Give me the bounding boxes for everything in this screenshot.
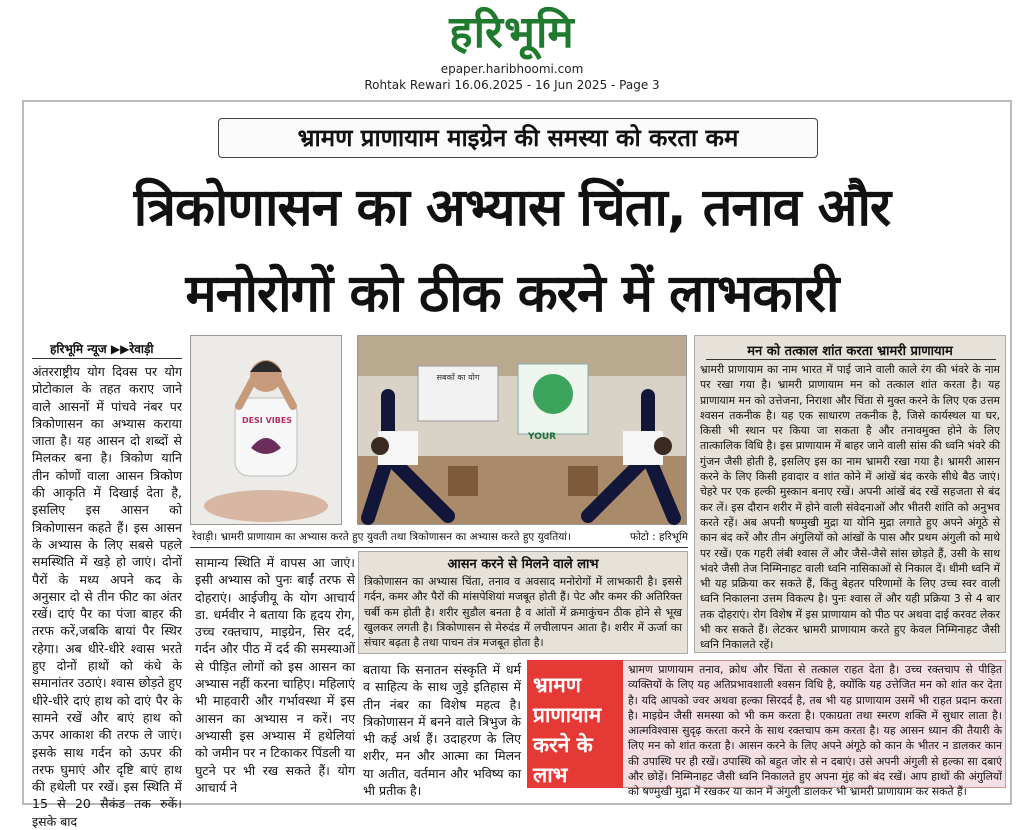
- masthead-logo: हरिभूमि: [449, 7, 575, 58]
- bhramari-text: भ्रामरी प्राणायाम का नाम भारत में पाई जाने वाली काले रंग की भंवरे के नाम पर रखा गया है। भ्रामरी प्राणायाम मन को तत्काल शांत करता है। यह प्राणायाम मन को उत्तेजना, निराशा और चिंता से मुक्त करने के लिए एक उत्तम श्वसन तकनीक है। यह एक साधारण तकनीक है, जिसे कार्यस्थल या घर, किसी भी स्थान पर किया जा सकता है और तनावमुक्त होने के लिए तात्कालिक विधि है। इस प्राणायाम में बाहर जाने वाली सांस की ध्वनि भंवरे की गुंजन जैसी होती है, इसलिए इस का नाम भ्रामरी रखा गया है। भ्रामरी आसन करने के लिए किसी हवादार व शांत कोने में आंखें बंद करके सीधे बैठ जाएं। चेहरे पर एक हल्की मुस्कान बनाए रखें। अपनी आंखें बंद रखें सहजता से बंद कर लें। इस दौरान शरीर में होने वाली संवेदनाओं और भीतरी शांति को अनुभव करते रहें। अब अपनी षण्मुखी मुद्रा या योनि मुद्रा लगाते हुए अपने अंगूठे से कान बंद करें और तीन अंगुलियों को आंखों के पास और प्रथम अंगुली को माथे पर रखें। एक गहरी लंबी श्वास लें और जैसे-जैसे सांस छोड़ते हैं, उसी के साथ भंवरे जैसी तेज निम्मिनाहट वाली ध्वनि नासिकाओं से निकाल दें। धीमी ध्वनि में भी यह प्रक्रिया कर सकते हैं, किंतु बेहतर परिणामों के लिए उच्च स्वर वाली ध्वनि निकालना उत्तम विकल्प है। पुनः श्वास लें और यही प्रक्रिया 3 से 4 बार तक दोहराएं। रोग विशेष में इस प्राणायाम को पीठ पर अथवा दाई करवट लेकर भी कर सकते हैं। लेटकर भ्रामरी प्राणायाम करते हुए केवल निम्मिनाहट जैसी ध्वनि निकालते रहें।: [700, 363, 1000, 652]
- photo-trikonasana-illustration: [358, 336, 686, 524]
- photo-caption: रेवाड़ी। भ्रामरी प्राणायाम का अभ्यास करते हुए युवती तथा त्रिकोणासन का अभ्यास करते हुए युवतियां।: [192, 531, 571, 543]
- banner-text: सबकों का योग: [436, 373, 480, 382]
- article-column-1: अंतरराष्ट्रीय योग दिवस पर योग प्रोटोकाल के तहत कराए जाने वाले आसनों में पांचवे नंबर पर त्रिकोणासन का अभ्यास कराया जाता है। यह आसन दो शब्दों से मिलकर बना है। त्रिकोण यानि तीन कोणों वाला आसन त्रिकोण की आकृति में दिखाई देता है, इसलिए इस आसन को त्रिकोणासन कहते हैं। इस आसन के अभ्यास के लिए सबसे पहले समस्थिति में खड़े हो जाएं। दोनों पैरों के मध्य अपने कद के अनुसार दो से तीन फीट का अंतर रखें। दाएं पैर का पंजा बाहर की तरफ करें,जबकि बायां पैर स्थिर रहेगा। अब धीरे-धीरे श्वास भरते हुए दोनों हाथों को कंधे के समानांतर उठाएं। श्वास छोड़ते हुए धीरे-धीरे दाएं हाथ को दाएं पैर के सामने रखें और बाएं हाथ को ऊपर आकाश की तरफ ले जाएं। इसके साथ गर्दन को ऊपर की तरफ घुमाएं और दृष्टि बाएं हाथ की हथेली पर रखें। इस स्थिति में 15 से 20 सैकंड तक रुकें। इसके बाद: [32, 364, 182, 829]
- sign-text: YOUR: [528, 432, 557, 442]
- headline-line-1: त्रिकोणासन का अभ्यास चिंता, तनाव और: [133, 178, 891, 238]
- photo-bhramari: [190, 335, 342, 525]
- bhraman-text: भ्रामण प्राणायाम तनाव, क्रोध और चिंता से तत्काल राहत देता है। उच्च रक्तचाप से पीड़ित व्यक्तियों के लिए यह अतिप्रभावशाली श्वसन विधि है, क्योंकि यह उत्तेजित मन को शांत कर देता है। यदि आपको ज्वर अथवा हल्का सिरदर्द है, तब भी यह प्राणायाम उसमें भी राहत प्रदान करता है। माइग्रेन जैसी समस्या को भी कम करता है। एकाग्रता तथा स्मरण शक्ति में सुधार लाता है। आत्मविश्वास सुदृढ़ करता करने के साथ रक्तचाप कम करता है। यह आसन ध्यान की तैयारी के लिए मन को शांत करता है। आसन करने के लिए अपने अंगूठे को कान के भीतर न डालकर कान की उपास्थि पर ही रखें। उपास्थि को बहुत जोर से न दबाएं। उसे अपनी अंगुली से हल्का सा दबाएं और छोड़ें। निम्मिनाहट जैसी ध्वनि निकालते हुए अपना मुंह को बंद रखें। आप हाथों की अंगुलियों को षण्मुखी मुद्रा में रखकर या कान में अंगुली डालकर भी भ्रामरी प्राणायाम कर सकते हैं।: [628, 663, 1002, 799]
- edition-info: Rohtak Rewari 16.06.2025 - 16 Jun 2025 - Page 3: [364, 78, 660, 92]
- bhramari-title: मन को तत्काल शांत करता भ्रामरी प्राणायाम: [747, 344, 953, 359]
- photo-trikonasana: [357, 335, 687, 525]
- bhramari-title-rule: [706, 359, 996, 360]
- byline-rule: [32, 358, 182, 359]
- article-column-3: बताया कि सनातन संस्कृति में धर्म व साहित्य के साथ जुड़े इतिहास में तीन नंबर का विशेष महत्व है। त्रिकोणासन में बनने वाले त्रिभुज के भी कई अर्थ हैं। उदाहरण के लिए शरीर, मन और आत्मा का मिलन या अतीत, वर्तमान और भविष्य का भी प्रतीक है।: [363, 662, 521, 799]
- headline-line-2: मनोरोगों को ठीक करने में लाभकारी: [185, 264, 839, 324]
- shirt-text: DESI VIBES: [241, 416, 293, 425]
- bhraman-title: भ्रामण प्राणायाम करने के लाभ: [527, 660, 623, 788]
- byline: हरिभूमि न्यूज ▶▶रेवाड़ी: [50, 342, 154, 356]
- benefits-title: आसन करने से मिलने वाले लाभ: [447, 557, 599, 572]
- kicker: भ्रामण प्राणायाम माइग्रेन की समस्या को करता कम: [297, 124, 739, 152]
- photo-credit: फोटो : हरिभूमि: [629, 531, 688, 543]
- masthead-url[interactable]: epaper.haribhoomi.com: [440, 62, 584, 76]
- caption-rule: [190, 547, 688, 548]
- photo-bhramari-illustration: [191, 336, 341, 524]
- article-column-2: सामान्य स्थिति में वापस आ जाएं। इसी अभ्यास को पुनः बाईं तरफ से दोहराएं। आईजीयू के योग आचार्य डा. धर्मवीर ने बताया कि हृदय रोग, उच्च रक्तचाप, माइग्रेन, सिर दर्द, गर्दन और पीठ में दर्द की समस्याओं से पीड़ित लोगों को इस आसन का अभ्यास नहीं करना चाहिए। महिलाएं भी माहवारी और गर्भावस्था में इस आसन का अभ्यास न करें। नए अभ्यासी इस अभ्यास में हथेलियां को जमीन पर न टिकाकर पिंडली या घुटने पर भी रख सकते हैं। योग आचार्य ने: [195, 555, 355, 795]
- benefits-text: त्रिकोणासन का अभ्यास चिंता, तनाव व अवसाद मनोरोगों में लाभकारी है। इससे गर्दन, कमर और पैरों की मांसपेशियां मजबूत होती हैं। पेट और कमर की अतिरिक्त चर्बी कम होती है। शरीर सुडौल बनता है व आंतों में क्रमाकुंचन ठीक होने से भूख खुलकर लगती है। त्रिकोणासन से मेरुदंड में लचीलापन आता है। शरीर में ऊर्जा का संचार बढ़ता है तथा पाचन तंत्र मजबूत होता है।: [364, 575, 682, 650]
